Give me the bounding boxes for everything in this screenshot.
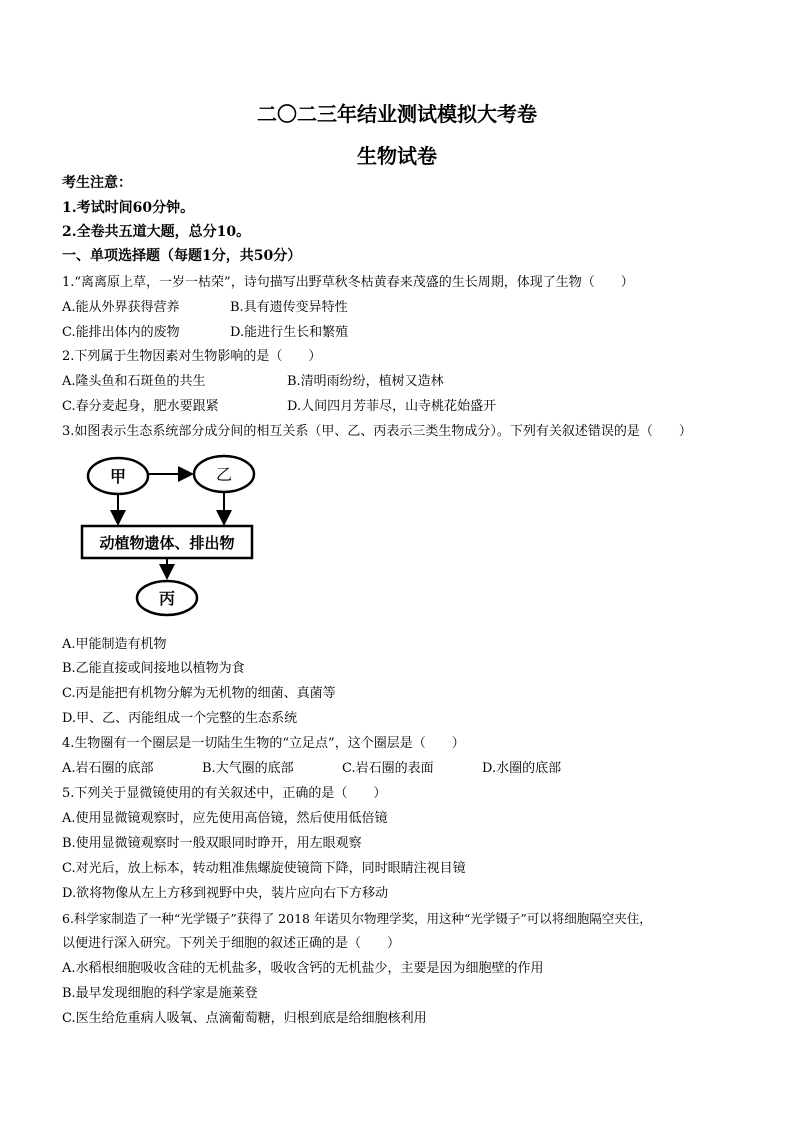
option-a: A.隆头鱼和石斑鱼的共生 — [62, 374, 206, 389]
option-d: D.水圈的底部 — [482, 761, 562, 776]
question-6-stem-line-2: 以便进行深入研究。下列关于细胞的叙述正确的是（ ） — [62, 936, 401, 951]
option-b: B.清明雨纷纷，植树又造林 — [287, 374, 444, 389]
option-c: C.对光后，放上标本，转动粗准焦螺旋使镜筒下降，同时眼睛注视目镜 — [62, 861, 466, 876]
option-a: A.岩石圈的底部 — [62, 761, 154, 776]
option-b: B.最早发现细胞的科学家是施莱登 — [62, 986, 258, 1001]
ecosystem-diagram — [78, 452, 278, 618]
option-b: B.乙能直接或间接地以植物为食 — [62, 661, 245, 676]
node-yi-label: 乙 — [215, 465, 233, 484]
notice-item-2: 2.全卷共五道大题，总分10。 — [62, 224, 251, 240]
section-heading: 一、单项选择题（每题1分，共50分） — [62, 248, 302, 264]
option-c: C.岩石圈的表面 — [342, 761, 434, 776]
option-d: D.人间四月芳菲尽，山寺桃花始盛开 — [287, 399, 497, 414]
notice-item-1: 1.考试时间60分钟。 — [62, 200, 195, 216]
question-3-stem: 3.如图表示生态系统部分成分间的相互关系（甲、乙、丙表示三类生物成分）。下列有关叙述错误的是（ ） — [62, 424, 692, 439]
question-1-stem: 1.“离离原上草，一岁一枯荣”，诗句描写出野草秋冬枯黄春来茂盛的生长周期，体现了生物（ ） — [62, 275, 634, 290]
notice-heading: 考生注意： — [62, 175, 132, 191]
option-a: A.使用显微镜观察时，应先使用高倍镜，然后使用低倍镜 — [62, 811, 388, 826]
option-c: C.医生给危重病人吸氧、点滴葡萄糖，归根到底是给细胞核利用 — [62, 1011, 427, 1026]
option-d: D.能进行生长和繁殖 — [230, 325, 349, 340]
question-4-stem: 4.生物圈有一个圈层是一切陆生生物的“立足点”，这个圈层是（ ） — [62, 736, 465, 751]
remains-box-label: 动植物遗体、排出物 — [99, 534, 235, 552]
node-jia-label: 甲 — [109, 467, 127, 486]
option-c: C.丙是能把有机物分解为无机物的细菌、真菌等 — [62, 686, 336, 701]
question-6-stem-line-1: 6.科学家制造了一种“光学镊子”获得了 2018 年诺贝尔物理学奖，用这种“光学镊子”可以将细胞隔空夹住， — [62, 911, 652, 926]
option-c: C.春分麦起身，肥水要跟紧 — [62, 399, 219, 414]
option-b: B.使用显微镜观察时一般双眼同时睁开，用左眼观察 — [62, 836, 362, 851]
exam-title: 二〇二三年结业测试模拟大考卷 — [257, 102, 537, 126]
option-a: A.能从外界获得营养 — [62, 300, 180, 315]
node-bing-label: 丙 — [158, 589, 176, 608]
option-d: D.欲将物像从左上方移到视野中央，装片应向右下方移动 — [62, 886, 389, 901]
question-5-stem: 5.下列关于显微镜使用的有关叙述中，正确的是（ ） — [62, 786, 387, 801]
option-a: A.水稻根细胞吸收含硅的无机盐多，吸收含钙的无机盐少，主要是因为细胞壁的作用 — [62, 961, 544, 976]
option-b: B.具有遗传变异特性 — [230, 300, 348, 315]
subject-title: 生物试卷 — [357, 144, 437, 168]
option-a: A.甲能制造有机物 — [62, 637, 167, 652]
option-b: B.大气圈的底部 — [202, 761, 294, 776]
question-2-stem: 2.下列属于生物因素对生物影响的是（ ） — [62, 349, 322, 364]
option-c: C.能排出体内的废物 — [62, 325, 180, 340]
option-d: D.甲、乙、丙能组成一个完整的生态系统 — [62, 711, 298, 726]
